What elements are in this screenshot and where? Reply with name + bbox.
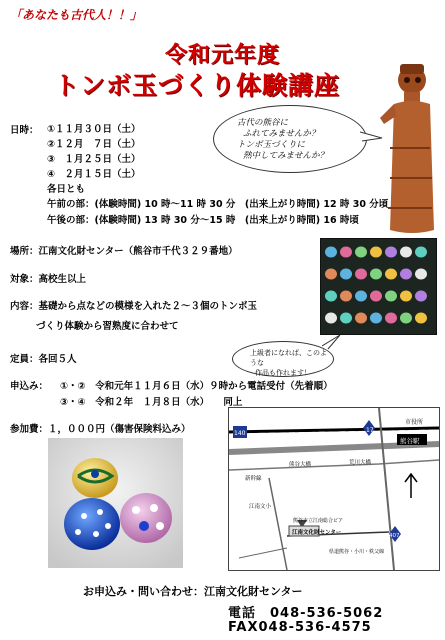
tagline: 「あなたも古代人！！」 bbox=[10, 8, 143, 22]
bridge1-label: 熊谷大橋 bbox=[289, 462, 312, 468]
route-140-label: 140 bbox=[234, 430, 246, 437]
bead bbox=[340, 291, 352, 302]
phone: 電話 048-536-5062 bbox=[228, 606, 384, 621]
speech-bubble-small bbox=[232, 341, 334, 377]
bead bbox=[325, 247, 337, 258]
apply-line2: ③・④ 令和２年 １月８日（水） 同上 bbox=[60, 397, 243, 408]
city-office-label: 市役所 bbox=[405, 419, 424, 426]
bead bbox=[385, 269, 397, 280]
capacity: 定員：各回５人 bbox=[10, 354, 77, 365]
date-item: ④ ２月１５日（土） bbox=[47, 169, 141, 180]
content-line2: づくり体験から習熟度に合わせて bbox=[36, 321, 179, 332]
bead bbox=[400, 291, 412, 302]
contact: お申込み・問い合わせ：江南文化財センター bbox=[83, 585, 303, 598]
center-label: 江南文化財センター bbox=[292, 530, 342, 536]
bead bbox=[370, 269, 382, 280]
date-item: ③ １月２５日（土） bbox=[47, 154, 141, 165]
bead bbox=[385, 313, 397, 324]
bubble-line: トンボ玉づくりに bbox=[237, 140, 306, 150]
date-item: ②１２月 ７日（土） bbox=[47, 139, 141, 150]
bubble-tail bbox=[322, 334, 342, 350]
beads-photo bbox=[320, 238, 437, 335]
bead bbox=[340, 269, 352, 280]
bubble-line: 古代の熊谷に bbox=[237, 118, 289, 128]
bubble-line: 作品も作れます！ bbox=[255, 369, 311, 377]
bead bbox=[385, 247, 397, 258]
morning-session: 午前の部：(体験時間) 10 時～11 時 30 分 (出来上がり時間) 12 時 30 分頃 bbox=[47, 199, 389, 210]
bead bbox=[325, 313, 337, 324]
schedule-label: 日時： bbox=[10, 125, 39, 136]
date-item: ①１１月３０日（土） bbox=[47, 124, 141, 135]
bead bbox=[400, 269, 412, 280]
bead bbox=[415, 291, 427, 302]
bubble-line: 熱中してみませんか？ bbox=[243, 151, 329, 161]
bead bbox=[385, 291, 397, 302]
haniwa-figure bbox=[370, 58, 440, 238]
bead bbox=[355, 291, 367, 302]
bead bbox=[355, 313, 367, 324]
apply-label: 申込み： bbox=[10, 381, 49, 392]
bead bbox=[400, 247, 412, 258]
glass-beads-photo bbox=[48, 438, 183, 568]
schedule-dates bbox=[47, 122, 141, 197]
fee: 参加費：１，０００円（傷害保険料込み） bbox=[10, 424, 191, 435]
route-17-label: 17 bbox=[366, 427, 374, 434]
place: 場所：江南文化財センター（熊谷市千代３２９番地） bbox=[10, 246, 238, 257]
bead bbox=[355, 247, 367, 258]
bead bbox=[370, 291, 382, 302]
apply-line1: ①・② 令和元年１１月６日（水）９時から電話受付（先着順） bbox=[60, 381, 333, 392]
bead bbox=[355, 269, 367, 280]
bridge2-label: 荒川大橋 bbox=[349, 460, 372, 466]
route-407-label: 407 bbox=[389, 533, 400, 539]
bead bbox=[415, 313, 427, 324]
bubble-tail bbox=[360, 130, 384, 144]
bead bbox=[370, 247, 382, 258]
bead bbox=[325, 269, 337, 280]
fax: FAX048-536-4575 bbox=[228, 620, 372, 635]
bead bbox=[325, 291, 337, 302]
title-year: 令和元年度 bbox=[164, 43, 280, 68]
museum-label: 熊谷市立江南総合ビア bbox=[293, 518, 344, 524]
road-label: 新幹線 bbox=[245, 476, 262, 482]
access-map bbox=[228, 407, 440, 571]
content-line1: 内容：基礎から点などの模様を入れた２～３個のトンボ玉 bbox=[10, 301, 258, 312]
bubble-line: ふれてみませんか？ bbox=[243, 129, 320, 139]
speech-bubble bbox=[213, 105, 367, 173]
bead bbox=[415, 269, 427, 280]
bead bbox=[415, 247, 427, 258]
bead bbox=[400, 313, 412, 324]
school-label: 江南文小 bbox=[249, 504, 272, 510]
bead bbox=[370, 313, 382, 324]
title-main: トンボ玉づくり体験講座 bbox=[54, 71, 341, 100]
each-day: 各日とも bbox=[47, 184, 86, 195]
target: 対象：高校生以上 bbox=[10, 274, 87, 285]
bead bbox=[340, 247, 352, 258]
station-label: 熊谷駅 bbox=[400, 437, 420, 445]
bead bbox=[340, 313, 352, 324]
afternoon-session: 午後の部：(体験時間) 13 時 30 分～15 時 (出来上がり時間) 16 時頃 bbox=[47, 215, 359, 226]
prefectural-road-label: 県道熊谷・小川・秩父線 bbox=[329, 549, 385, 555]
bubble-line: 上級者になれば、このような bbox=[250, 349, 327, 367]
